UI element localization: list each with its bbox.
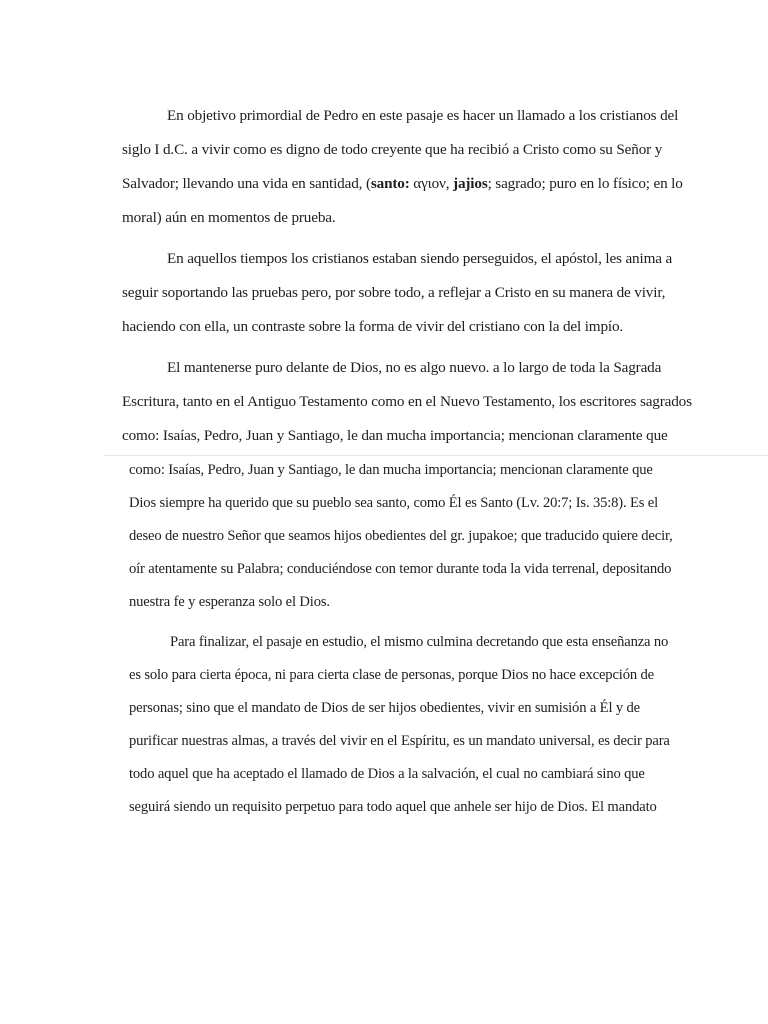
- text-fragment: ; sagrado; puro en lo físico; en lo: [487, 175, 683, 192]
- text-line: purificar nuestras almas, a través del vivir en el Espíritu, es un mandato universal, es decir para: [129, 733, 670, 749]
- text-line: moral) aún en momentos de prueba.: [122, 209, 336, 226]
- text-line: como: Isaías, Pedro, Juan y Santiago, le dan mucha importancia; mencionan claramente que: [129, 462, 653, 478]
- text-line: siglo I d.C. a vivir como es digno de todo creyente que ha recibió a Cristo como su Señor y: [122, 141, 663, 158]
- text-line: deseo de nuestro Señor que seamos hijos obedientes del gr. jupakoe; que traducido quiere decir,: [129, 528, 673, 544]
- text-line: seguir soportando las pruebas pero, por sobre todo, a reflejar a Cristo en su manera de vivir,: [122, 284, 666, 301]
- text-line-with-greek: [122, 175, 683, 193]
- text-line: personas; sino que el mandato de Dios de ser hijos obedientes, vivir en sumisión a Él y de: [129, 700, 640, 716]
- text-line: oír atentamente su Palabra; conduciéndose con temor durante toda la vida terrenal, depositando: [129, 561, 672, 577]
- greek-term: αγιον,: [409, 175, 454, 192]
- text-line: En objetivo primordial de Pedro en este pasaje es hacer un llamado a los cristianos del: [167, 107, 679, 124]
- page-break-divider: [104, 455, 768, 456]
- text-line: haciendo con ella, un contraste sobre la forma de vivir del cristiano con la del impío.: [122, 318, 624, 335]
- text-line: nuestra fe y esperanza solo el Dios.: [129, 594, 330, 610]
- text-line: Para finalizar, el pasaje en estudio, el mismo culmina decretando que esta enseñanza no: [170, 634, 669, 650]
- text-fragment: Salvador; llevando una vida en santidad, (: [122, 175, 371, 192]
- text-line: seguirá siendo un requisito perpetuo para todo aquel que anhele ser hijo de Dios. El mandato: [129, 799, 657, 815]
- text-line: Dios siempre ha querido que su pueblo sea santo, como Él es Santo (Lv. 20:7; Is. 35:8). Es el: [129, 495, 659, 511]
- text-line: es solo para cierta época, ni para cierta clase de personas, porque Dios no hace excepción de: [129, 667, 654, 683]
- text-line: En aquellos tiempos los cristianos estaban siendo perseguidos, el apóstol, les anima a: [167, 250, 673, 267]
- bold-term-jajios: jajios: [453, 175, 488, 192]
- bold-term-santo: santo:: [370, 175, 410, 192]
- text-line: todo aquel que ha aceptado el llamado de Dios a la salvación, el cual no cambiará sino que: [129, 766, 645, 782]
- text-line: El mantenerse puro delante de Dios, no es algo nuevo. a lo largo de toda la Sagrada: [167, 359, 662, 376]
- text-line: como: Isaías, Pedro, Juan y Santiago, le dan mucha importancia; mencionan claramente que: [122, 427, 668, 444]
- text-line: Escritura, tanto en el Antiguo Testamento como en el Nuevo Testamento, los escritores sagrados: [122, 393, 692, 410]
